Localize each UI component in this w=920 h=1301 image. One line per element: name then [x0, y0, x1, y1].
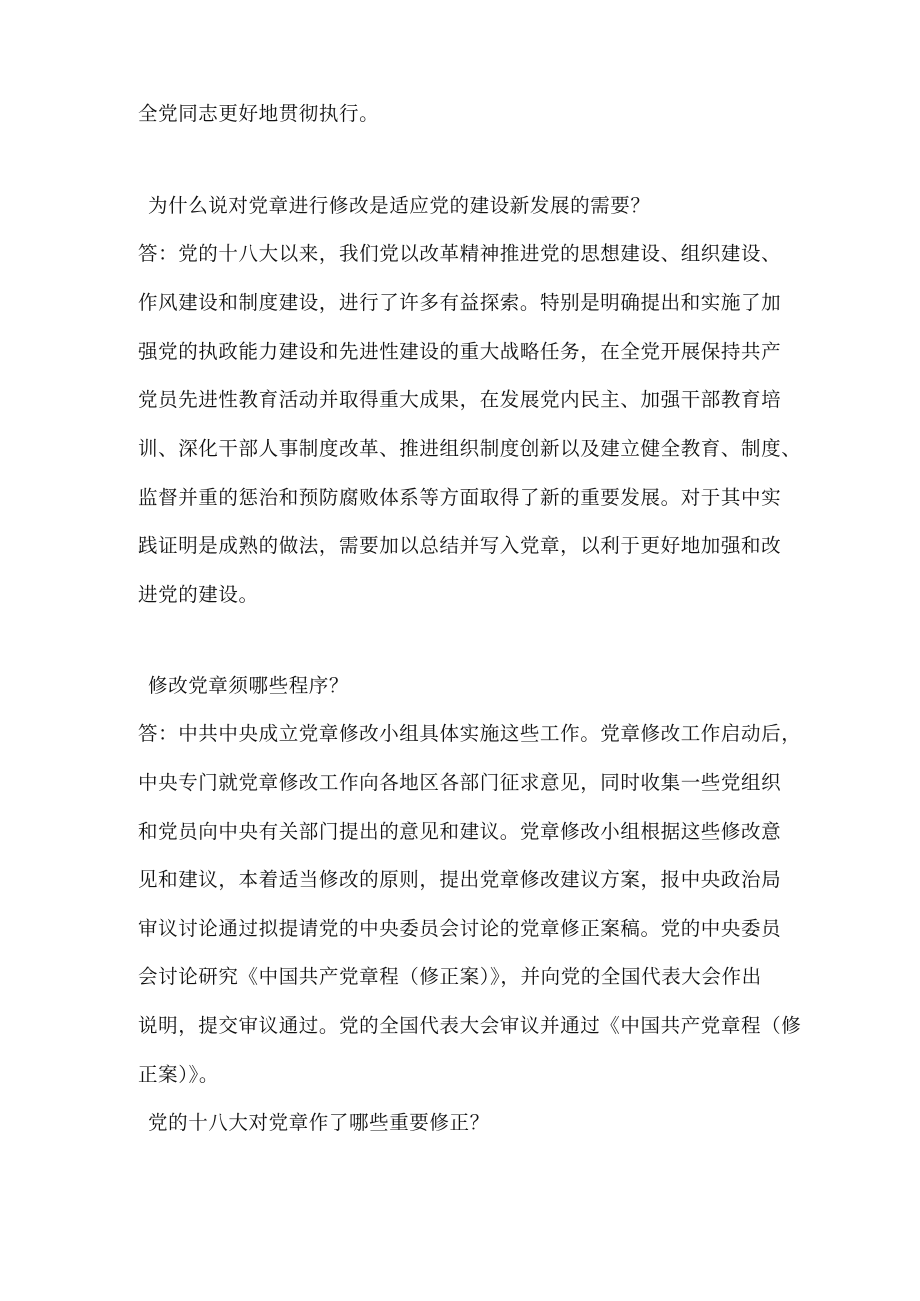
- question-heading: 为什么说对党章进行修改是适应党的建设新发展的需要？: [148, 194, 651, 217]
- question-heading: 修改党章须哪些程序？: [148, 674, 350, 697]
- answer-line: 会讨论研究《中国共产党章程（修正案）》，并向党的全国代表大会作出: [138, 965, 762, 988]
- answer-line: 正案）》。: [138, 1063, 220, 1086]
- answer-line: 训、深化干部人事制度改革、推进组织制度创新以及建立健全教育、制度、: [138, 437, 802, 460]
- answer-line: 中央专门就党章修改工作向各地区各部门征求意见，同时收集一些党组织: [138, 771, 782, 794]
- answer-line: 和党员向中央有关部门提出的意见和建议。党章修改小组根据这些修改意: [138, 820, 782, 843]
- answer-line: 说明，提交审议通过。党的全国代表大会审议并通过《中国共产党章程（修: [138, 1014, 802, 1037]
- answer-line: 践证明是成熟的做法，需要加以总结并写入党章，以利于更好地加强和改: [138, 534, 782, 557]
- answer-line: 审议讨论通过拟提请党的中央委员会讨论的党章修正案稿。党的中央委员: [138, 917, 782, 940]
- answer-line: 强党的执政能力建设和先进性建设的重大战略任务，在全党开展保持共产: [138, 340, 782, 363]
- answer-line: 监督并重的惩治和预防腐败体系等方面取得了新的重要发展。对于其中实: [138, 486, 782, 509]
- answer-line: 答：党的十八大以来，我们党以改革精神推进党的思想建设、组织建设、: [138, 242, 782, 265]
- answer-line: 党员先进性教育活动并取得重大成果，在发展党内民主、加强干部教育培: [138, 388, 782, 411]
- answer-line: 作风建设和制度建设，进行了许多有益探索。特别是明确提出和实施了加: [138, 291, 782, 314]
- answer-line: 答：中共中央成立党章修改小组具体实施这些工作。党章修改工作启动后，: [138, 722, 802, 745]
- answer-line: 进党的建设。: [138, 583, 259, 606]
- opening-line: 全党同志更好地贯彻执行。: [138, 102, 380, 125]
- question-heading: 党的十八大对党章作了哪些重要修正？: [148, 1111, 490, 1134]
- answer-line: 见和建议，本着适当修改的原则，提出党章修改建议方案，报中央政治局: [138, 868, 782, 891]
